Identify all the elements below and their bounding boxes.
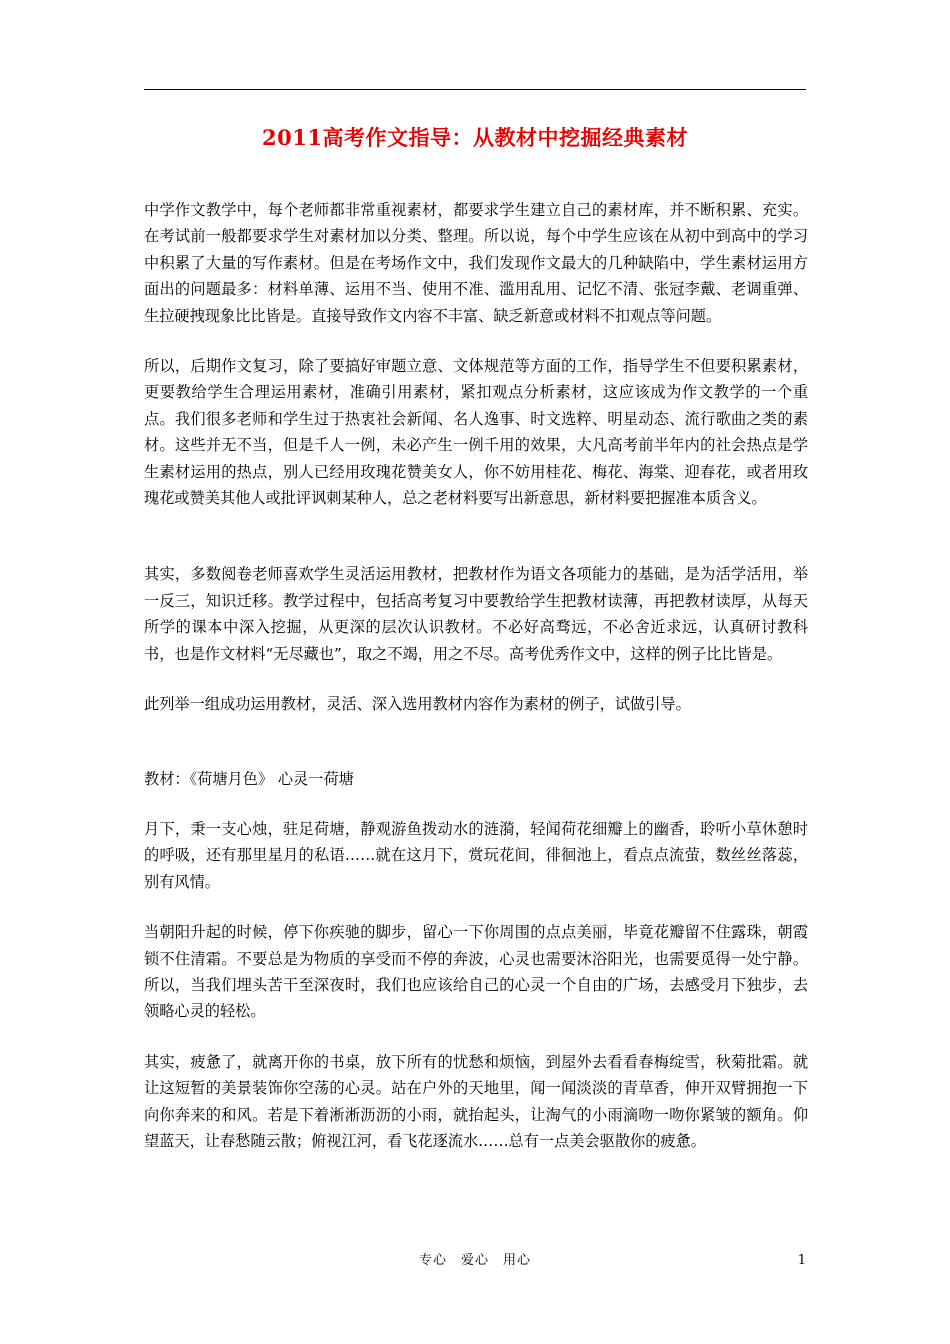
- paragraph-textbook: 其实，多数阅卷老师喜欢学生灵活运用教材，把教材作为语文各项能力的基础，是为活学活用，举一反三，知识迁移。教学过程中，包括高考复习中要教给学生把教材读薄，再把教材读厚，从每天所学的课本中深入挖掘，从更深的层次认识教材。不必好高骛远，不必舍近求远，认真研讨教科书，也是作文材料“无尽藏也”，取之不竭，用之不尽。高考优秀作文中，这样的例子比比皆是。: [144, 565, 808, 663]
- document-body: [144, 197, 808, 1154]
- page-number: 1: [797, 1253, 806, 1268]
- paragraph-intro: 中学作文教学中，每个老师都非常重视素材，都要求学生建立自己的素材库，并不断积累、充实。在考试前一般都要求学生对素材加以分类、整理。所以说，每个中学生应该在从初中到高中的学习中积累了大量的写作素材。但是在考场作文中，我们发现作文最大的几种缺陷中，学生素材运用方面出的问题最多：材料单薄、运用不当、使用不准、滥用乱用、记忆不清、张冠李戴、老调重弹、生拉硬拽现象比比皆是。直接导致作文内容不丰富、缺乏新意或材料不扣观点等问题。: [144, 201, 808, 325]
- paragraph-tired: 其实，疲惫了，就离开你的书桌，放下所有的忧愁和烦恼，到屋外去看看春梅绽雪，秋菊批霜。就让这短暂的美景装饰你空荡的心灵。站在户外的天地里，闻一闻淡淡的青草香，伸开双臂拥抱一下向你奔来的和风。若是下着淅淅沥沥的小雨，就抬起头，让淘气的小雨滴吻一吻你紧皱的额角。仰望蓝天，让春愁随云散；俯视江河，看飞花逐流水……总有一点美会驱散你的疲惫。: [144, 1052, 808, 1150]
- paragraph-moonlight: 月下，秉一支心烛，驻足荷塘，静观游鱼拨动水的涟漪，轻闻荷花细瓣上的幽香，聆听小草休憩时的呼吸，还有那里星月的私语……就在这月下，赏玩花间，徘徊池上，看点点流萤，数丝丝落蕊，别有风情。: [144, 819, 808, 891]
- paragraph-morning: 当朝阳升起的时候，停下你疾驰的脚步，留心一下你周围的点点美丽，毕竟花瓣留不住露珠，朝霞锁不住清霜。不要总是为物质的享受而不停的奔波，心灵也需要沐浴阳光，也需要觅得一处宁静。所以，当我们埋头苦干至深夜时，我们也应该给自己的心灵一个自由的广场，去感受月下独步，去领略心灵的轻松。: [144, 923, 808, 1021]
- paragraph-material-heading: 教材：《荷塘月色》 心灵一荷塘: [144, 769, 354, 788]
- paragraph-review: 所以，后期作文复习，除了要搞好审题立意、文体规范等方面的工作，指导学生不但要积累素材，更要教给学生合理运用素材，准确引用素材，紧扣观点分析素材，这应该成为作文教学的一个重点。我们很多老师和学生过于热衷社会新闻、名人逸事、时文选粹、明星动态、流行歌曲之类的素材。这些并无不当，但是千人一例，未必产生一例千用的效果，大凡高考前半年内的社会热点是学生素材运用的热点，别人已经用玫瑰花赞美女人，你不妨用桂花、梅花、海棠、迎春花，或者用玫瑰花或赞美其他人或批评讽刺某种人，总之老材料要写出新意思，新材料要把握准本质含义。: [144, 357, 808, 508]
- header-rule: [144, 89, 806, 90]
- document-title: 2011高考作文指导：从教材中挖掘经典素材: [262, 125, 688, 150]
- paragraph-examples-intro: 此列举一组成功运用教材，灵活、深入选用教材内容作为素材的例子，试做引导。: [144, 695, 691, 714]
- footer-motto: 专心 爱心 用心: [418, 1253, 531, 1268]
